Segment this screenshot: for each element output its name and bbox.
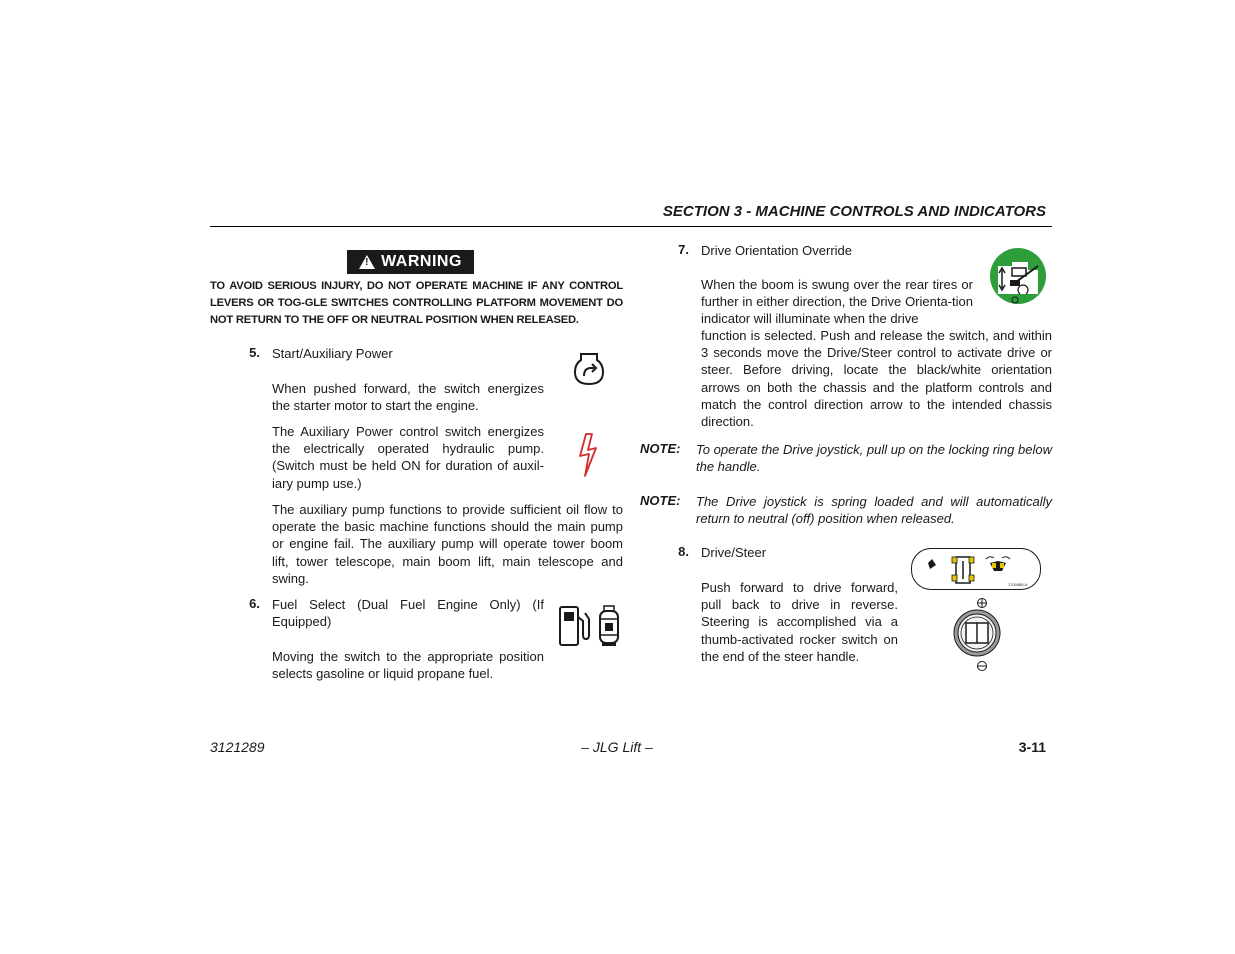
decal-code: 1700485 A	[1008, 582, 1028, 587]
warning-badge	[347, 250, 474, 274]
auxiliary-power-lightning-icon	[576, 432, 600, 478]
header-divider	[210, 226, 1052, 227]
item-7-paragraph-1b: function is selected. Push and release the switch, and within 3 seconds move the Drive/Steer control to activate drive or steer. Before driving, locate the black/white orientation arrows on both the chassis and the platform controls and match the control direction arrow to the intended chassis direction.	[701, 328, 1052, 430]
steer-rocker-switch-icon	[950, 596, 1004, 672]
note-1-label: NOTE:	[640, 441, 681, 456]
section-title: SECTION 3 - MACHINE CONTROLS AND INDICATORS	[662, 203, 1046, 220]
drive-orientation-indicator-icon	[988, 248, 1048, 304]
gasoline-pump-icon	[557, 605, 591, 647]
warning-triangle-icon: !	[359, 255, 375, 269]
warning-label: WARNING	[381, 253, 462, 270]
item-6-number: 6.	[249, 596, 260, 611]
item-7-title: Drive Orientation Override	[701, 243, 852, 258]
item-7-paragraph-1a: When the boom is swung over the rear tires or further in either direction, the Drive Orienta-tion indicator will illuminate when the drive	[701, 277, 973, 327]
item-5-paragraph-1: When pushed forward, the switch energizes the starter motor to start the engine.	[272, 381, 544, 414]
item-5-paragraph-2: The Auxiliary Power control switch energizes the electrically operated hydraulic pump. (Switch must be held ON for duration of auxil-iary pump use.)	[272, 424, 544, 491]
item-8-paragraph-1: Push forward to drive forward, pull back to drive in reverse. Steering is accomplished via a thumb-activated rocker switch on the end of the steer handle.	[701, 580, 898, 664]
item-8-number: 8.	[678, 544, 689, 559]
item-6-paragraph-1: Moving the switch to the appropriate position selects gasoline or liquid propane fuel.	[272, 649, 544, 682]
warning-text: TO AVOID SERIOUS INJURY, DO NOT OPERATE MACHINE IF ANY CONTROL LEVERS OR TOG-GLE SWITCHES CONTROLLING PLATFORM MOVEMENT DO NOT RETURN TO THE OFF OR NEUTRAL POSITION WHEN RELEASED.	[210, 280, 623, 327]
item-5-number: 5.	[249, 345, 260, 360]
footer-doc-number: 3121289	[210, 739, 265, 755]
item-5-paragraph-3: The auxiliary pump functions to provide sufficient oil flow to operate the basic machine functions should the main pump or engine fail. The auxiliary pump will operate tower boom lift, tower telescope, main boom lift, main telescope and swing.	[272, 502, 623, 586]
footer-center-text: – JLG Lift –	[581, 739, 653, 755]
note-2-label: NOTE:	[640, 493, 681, 508]
item-8-title: Drive/Steer	[701, 545, 767, 560]
item-5-title: Start/Auxiliary Power	[272, 346, 393, 361]
item-6-title: Fuel Select (Dual Fuel Engine Only) (If Equipped)	[272, 597, 544, 630]
footer-page-number: 3-11	[1018, 739, 1046, 755]
drive-steer-decal	[911, 548, 1041, 590]
engine-start-icon	[572, 350, 606, 388]
propane-tank-icon	[598, 605, 620, 647]
note-2-text: The Drive joystick is spring loaded and will automatically return to neutral (off) position when released.	[696, 494, 1052, 527]
item-7-number: 7.	[678, 242, 689, 257]
note-1-text: To operate the Drive joystick, pull up on the locking ring below the handle.	[696, 442, 1052, 475]
